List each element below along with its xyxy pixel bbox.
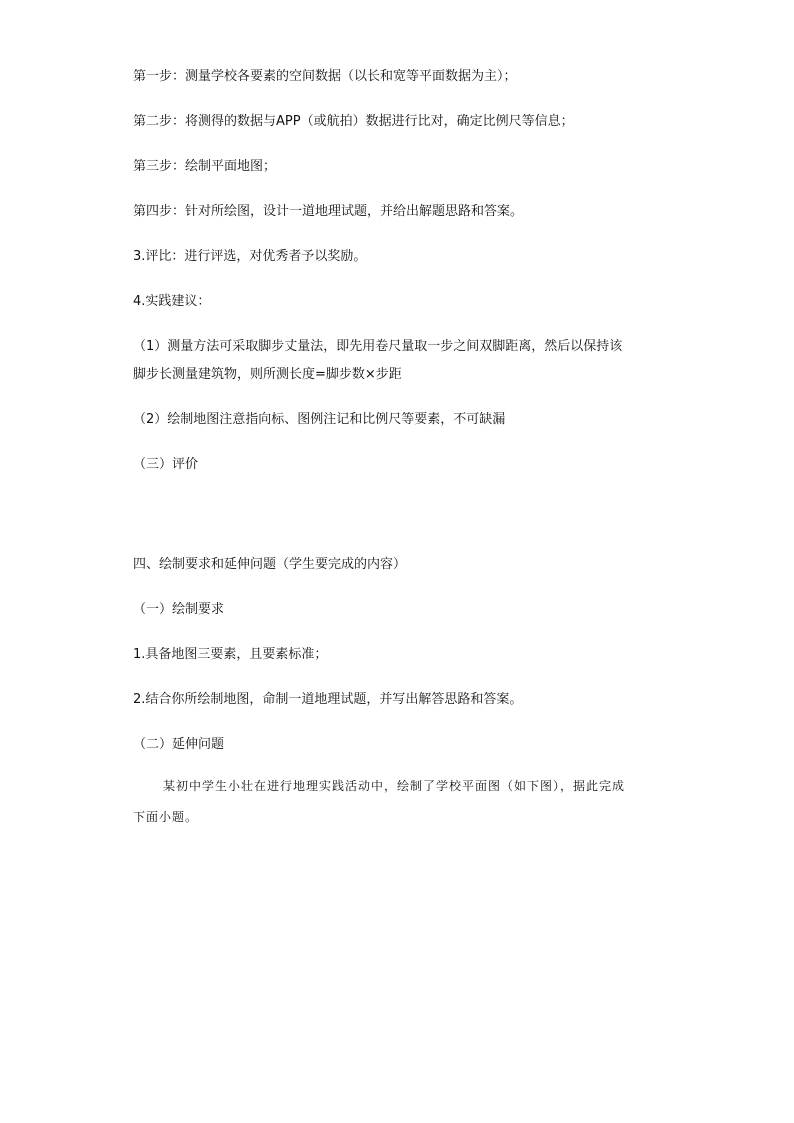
measurement-method-text-line-1: （1）测量方法可采取脚步丈量法，即先用卷尺量取一步之间双脚距离，然后以保持该 (133, 339, 623, 354)
extension-question-text-line-2: 下面小题。 (133, 810, 199, 824)
step-four-text: 第四步：针对所绘图，设计一道地理试题，并给出解题思路和答案。 (133, 204, 524, 219)
requirement-two-text: 2.结合你所绘制地图，命制一道地理试题，并写出解答思路和答案。 (133, 692, 523, 707)
map-elements-note: （2）绘制地图注意指向标、图例注记和比例尺等要素，不可缺漏 (133, 412, 506, 427)
extension-question-heading: （二）延伸问题 (133, 737, 225, 752)
measurement-method-text-line-2: 脚步长测量建筑物，则所测长度=脚步数×步距 (133, 367, 402, 382)
extension-question-text-line-1: 某初中学生小壮在进行地理实践活动中，绘制了学校平面图（如下图），据此完成 (163, 779, 626, 793)
evaluation-section-heading: （三）评价 (133, 457, 199, 472)
evaluation-step-text: 3.评比：进行评选，对优秀者予以奖励。 (133, 249, 367, 264)
step-three-text: 第三步：绘制平面地图； (133, 159, 277, 174)
section-four-heading: 四、绘制要求和延伸问题（学生要完成的内容） (133, 557, 407, 572)
step-one-text: 第一步：测量学校各要素的空间数据（以长和宽等平面数据为主）； (133, 69, 517, 84)
practice-suggestion-heading: 4.实践建议： (133, 294, 211, 309)
drawing-requirements-heading: （一）绘制要求 (133, 602, 225, 617)
step-two-text: 第二步：将测得的数据与APP（或航拍）数据进行比对，确定比例尺等信息； (133, 114, 574, 129)
requirement-one-text: 1.具备地图三要素，且要素标准； (133, 647, 328, 662)
